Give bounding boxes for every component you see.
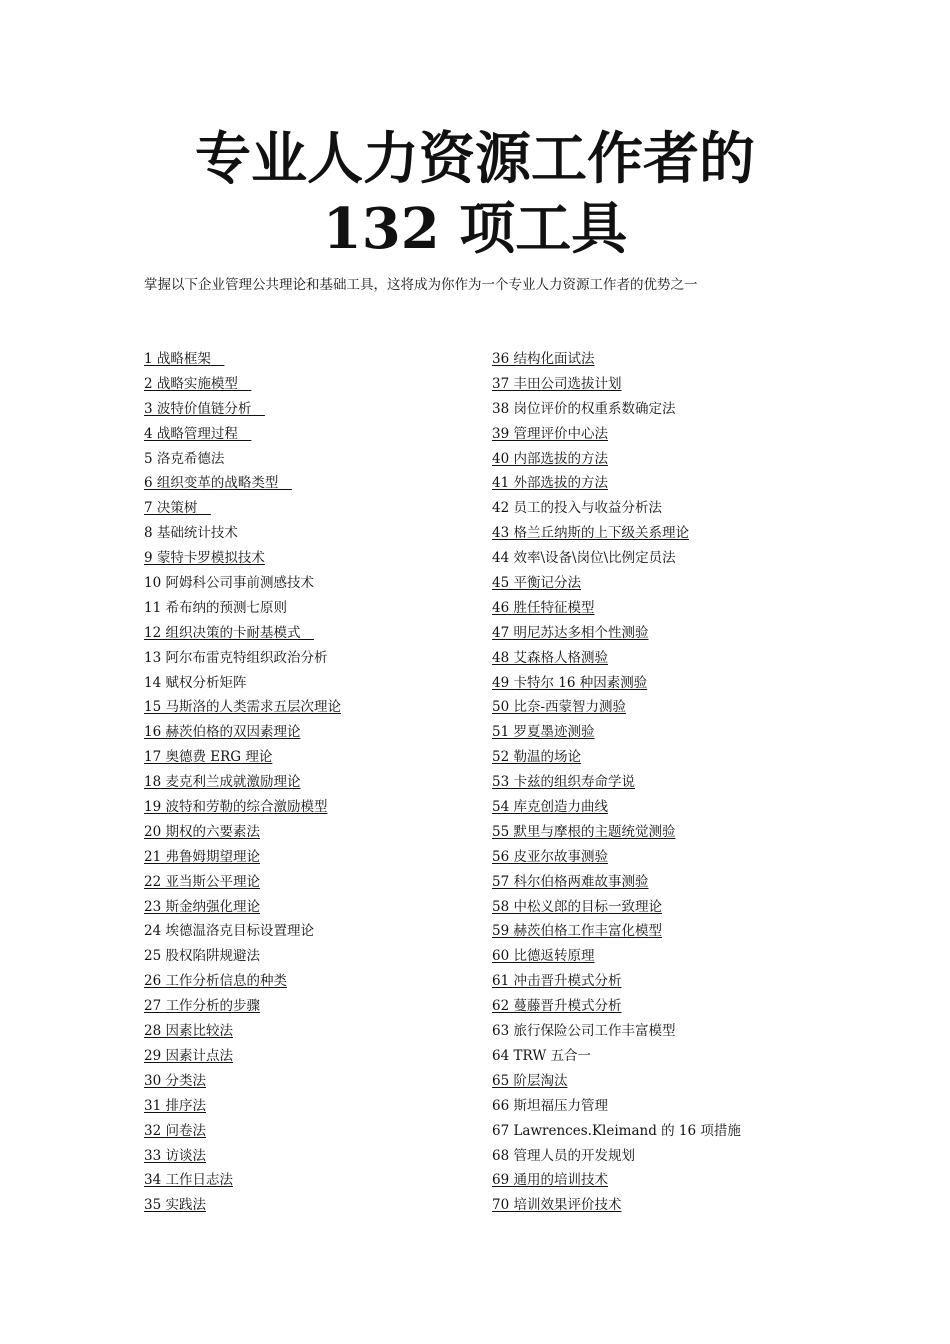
tool-item: 25 股权陷阱规避法	[144, 948, 260, 965]
tool-link[interactable]: 58 中松义郎的目标一致理论	[492, 898, 662, 915]
tool-link[interactable]: 16 赫茨伯格的双因素理论	[144, 724, 301, 741]
tool-link[interactable]: 7 决策树	[144, 500, 211, 517]
page-title	[0, 124, 950, 264]
tool-list-right	[492, 347, 852, 1218]
tool-link[interactable]: 27 工作分析的步骤	[144, 998, 260, 1015]
tool-link[interactable]: 50 比奈-西蒙智力测验	[492, 699, 627, 716]
tool-item: 13 阿尔布雷克特组织政治分析	[144, 649, 328, 666]
tool-link[interactable]: 70 培训效果评价技术	[492, 1197, 622, 1214]
tool-link[interactable]: 55 默里与摩根的主题统觉测验	[492, 823, 676, 840]
tool-link[interactable]: 65 阶层淘汰	[492, 1072, 568, 1089]
tool-item: 8 基础统计技术	[144, 525, 238, 542]
tool-link[interactable]: 40 内部选拔的方法	[492, 450, 608, 467]
tool-link[interactable]: 30 分类法	[144, 1072, 206, 1089]
tool-link[interactable]: 6 组织变革的战略类型	[144, 475, 292, 492]
tool-link[interactable]: 26 工作分析信息的种类	[144, 973, 287, 990]
tool-link[interactable]: 31 排序法	[144, 1097, 206, 1114]
tool-item: 14 赋权分析矩阵	[144, 674, 247, 691]
tool-item: 64 TRW 五合一	[492, 1047, 592, 1064]
tool-link[interactable]: 33 访谈法	[144, 1147, 206, 1164]
tool-link[interactable]: 21 弗鲁姆期望理论	[144, 848, 260, 865]
tool-link[interactable]: 46 胜任特征模型	[492, 599, 595, 616]
tool-item: 5 洛克希德法	[144, 450, 225, 467]
tool-item: 10 阿姆科公司事前测感技术	[144, 575, 314, 592]
tool-link[interactable]: 54 库克创造力曲线	[492, 799, 608, 816]
tool-link[interactable]: 19 波特和劳勒的综合激励模型	[144, 799, 328, 816]
tool-item: 66 斯坦福压力管理	[492, 1097, 608, 1114]
tool-link[interactable]: 17 奥德费 ERG 理论	[144, 749, 273, 766]
tool-item: 11 希布纳的预测七原则	[144, 599, 287, 616]
tool-link[interactable]: 51 罗夏墨迹测验	[492, 724, 595, 741]
title-line-2: 132 项工具	[322, 196, 628, 262]
tool-item: 24 埃德温洛克目标设置理论	[144, 923, 314, 940]
tool-link[interactable]: 48 艾森格人格测验	[492, 649, 608, 666]
tool-link[interactable]: 62 蔓藤晋升模式分析	[492, 998, 622, 1015]
tool-link[interactable]: 56 皮亚尔故事测验	[492, 848, 608, 865]
tool-link[interactable]: 23 斯金纳强化理论	[144, 898, 260, 915]
tool-link[interactable]: 28 因素比较法	[144, 1023, 233, 1040]
tool-link[interactable]: 36 结构化面试法	[492, 351, 595, 367]
tool-item: 38 岗位评价的权重系数确定法	[492, 400, 676, 417]
tool-link[interactable]: 20 期权的六要素法	[144, 823, 260, 840]
tool-link[interactable]: 35 实践法	[144, 1197, 206, 1214]
tool-item: 42 员工的投入与收益分析法	[492, 500, 662, 517]
tool-link[interactable]: 59 赫茨伯格工作丰富化模型	[492, 923, 662, 940]
tool-list-left	[144, 347, 484, 1218]
tool-link[interactable]: 4 战略管理过程	[144, 425, 252, 442]
tool-link[interactable]: 3 波特价值链分析	[144, 400, 265, 417]
tool-link[interactable]: 53 卡兹的组织寿命学说	[492, 774, 635, 791]
tool-item: 67 Lawrences.Kleimand 的 16 项措施	[492, 1122, 741, 1139]
tool-link[interactable]: 43 格兰丘纳斯的上下级关系理论	[492, 525, 689, 542]
tool-link[interactable]: 69 通用的培训技术	[492, 1172, 608, 1189]
tool-link[interactable]: 2 战略实施模型	[144, 375, 252, 392]
tool-link[interactable]: 47 明尼苏达多相个性测验	[492, 624, 649, 641]
tool-link[interactable]: 49 卡特尔 16 种因素测验	[492, 674, 648, 691]
tool-link[interactable]: 37 丰田公司选拔计划	[492, 375, 622, 392]
intro-text: 掌握以下企业管理公共理论和基础工具，这将成为你作为一个专业人力资源工作者的优势之一	[144, 277, 698, 293]
title-line-1: 专业人力资源工作者的	[195, 126, 755, 192]
tool-link[interactable]: 45 平衡记分法	[492, 575, 581, 592]
tool-link[interactable]: 39 管理评价中心法	[492, 425, 608, 442]
tool-link[interactable]: 57 科尔伯格两难故事测验	[492, 873, 649, 890]
tool-item: 44 效率\设备\岗位\比例定员法	[492, 550, 676, 567]
tool-link[interactable]: 61 冲击晋升模式分析	[492, 973, 622, 990]
tool-link[interactable]: 32 问卷法	[144, 1122, 206, 1139]
tool-link[interactable]: 22 亚当斯公平理论	[144, 873, 260, 890]
tool-link[interactable]: 41 外部选拔的方法	[492, 475, 608, 492]
tool-link[interactable]: 1 战略框架	[144, 351, 225, 367]
tool-link[interactable]: 60 比德返转原理	[492, 948, 595, 965]
tool-link[interactable]: 15 马斯洛的人类需求五层次理论	[144, 699, 341, 716]
tool-link[interactable]: 18 麦克利兰成就激励理论	[144, 774, 301, 791]
tool-item: 68 管理人员的开发规划	[492, 1147, 635, 1164]
tool-link[interactable]: 52 勒温的场论	[492, 749, 581, 766]
tool-link[interactable]: 29 因素计点法	[144, 1047, 233, 1064]
tool-link[interactable]: 12 组织决策的卡耐基模式	[144, 624, 314, 641]
tool-link[interactable]: 9 蒙特卡罗模拟技术	[144, 550, 265, 567]
tool-link[interactable]: 34 工作日志法	[144, 1172, 233, 1189]
tool-item: 63 旅行保险公司工作丰富模型	[492, 1023, 676, 1040]
